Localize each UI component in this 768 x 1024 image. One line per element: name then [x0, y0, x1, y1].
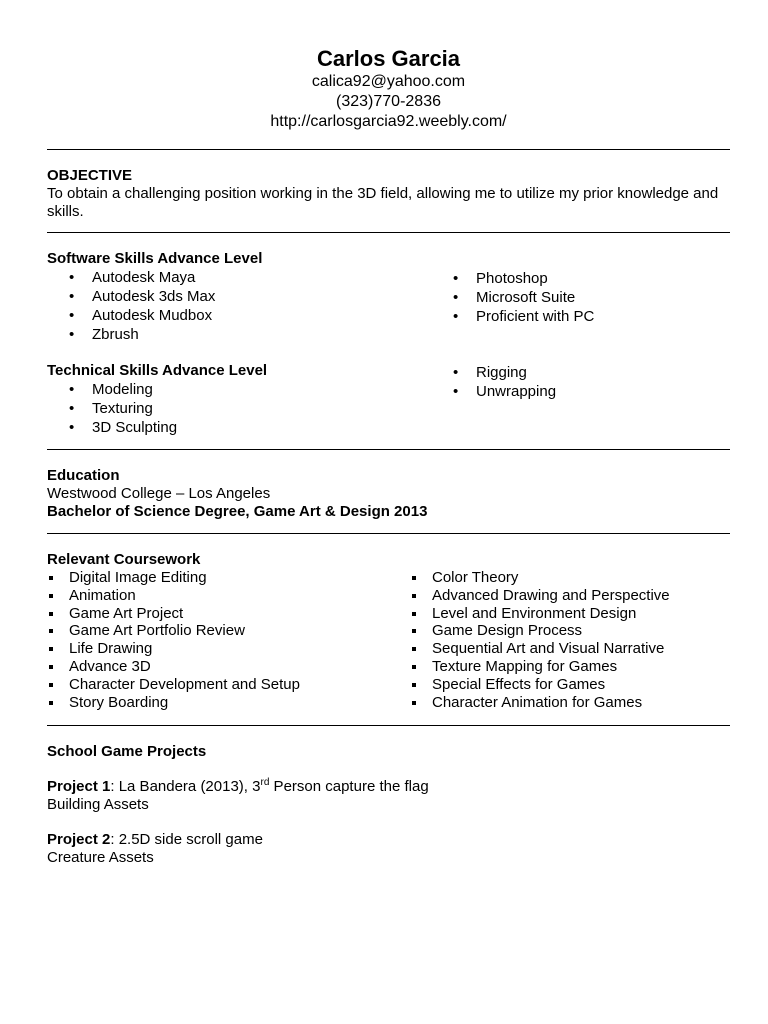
coursework-title: Relevant Coursework	[47, 551, 201, 568]
technical-skills-title: Technical Skills Advance Level	[47, 362, 268, 379]
list-item: • Unwrapping	[431, 382, 556, 401]
projects-section	[47, 726, 730, 867]
software-skills-list-right	[431, 269, 594, 326]
list-item: Advanced Drawing and Perspective	[410, 587, 670, 605]
software-skills-section	[47, 233, 730, 345]
list-item: Game Design Process	[410, 622, 670, 640]
project-line	[47, 778, 730, 796]
list-item: • Microsoft Suite	[431, 288, 594, 307]
list-item: Story Boarding	[47, 694, 300, 712]
list-item: Level and Environment Design	[410, 605, 670, 623]
objective-title: OBJECTIVE	[47, 167, 133, 184]
list-item: • Texturing	[47, 399, 267, 418]
project-line	[47, 831, 730, 849]
list-item: • Autodesk 3ds Max	[47, 287, 262, 306]
list-item: Game Art Project	[47, 605, 300, 623]
coursework-list-left	[47, 569, 300, 711]
technical-skills-list-left	[47, 380, 267, 437]
ordinal-suffix: rd	[260, 777, 270, 788]
project-description: : 2.5D side scroll game	[110, 831, 263, 848]
list-item: Life Drawing	[47, 640, 300, 658]
technical-skills-section	[47, 345, 730, 438]
software-skills-list-left	[47, 268, 262, 344]
list-item: Animation	[47, 587, 300, 605]
list-item: Texture Mapping for Games	[410, 658, 670, 676]
project-label: Project 2	[47, 831, 111, 848]
education-section	[47, 450, 730, 521]
software-skills-title: Software Skills Advance Level	[47, 250, 263, 267]
list-item: • Autodesk Maya	[47, 268, 262, 287]
list-item: Digital Image Editing	[47, 569, 300, 587]
list-item: • 3D Sculpting	[47, 418, 267, 437]
website: http://carlosgarcia92.weebly.com/	[270, 113, 507, 130]
list-item: Character Animation for Games	[410, 694, 670, 712]
education-degree: Bachelor of Science Degree, Game Art & Design 2013	[47, 503, 428, 520]
list-item: • Rigging	[431, 363, 556, 382]
resume-page	[47, 0, 730, 867]
candidate-name: Carlos Garcia	[316, 46, 461, 71]
technical-skills-list-right	[431, 363, 556, 401]
coursework-list-right	[410, 569, 670, 711]
list-item: Special Effects for Games	[410, 676, 670, 694]
list-item: Character Development and Setup	[47, 676, 300, 694]
list-item: • Zbrush	[47, 325, 262, 344]
resume-header	[47, 0, 730, 132]
list-item: • Proficient with PC	[431, 307, 594, 326]
education-title: Education	[47, 467, 120, 484]
list-item: • Autodesk Mudbox	[47, 306, 262, 325]
project-entry	[47, 831, 730, 867]
projects-title: School Game Projects	[47, 743, 207, 760]
list-item: • Modeling	[47, 380, 267, 399]
project-entry	[47, 778, 730, 814]
list-item: Advance 3D	[47, 658, 300, 676]
education-school: Westwood College – Los Angeles	[47, 485, 271, 502]
objective-section	[47, 150, 730, 221]
objective-text: To obtain a challenging position working in the 3D field, allowing me to utilize my prior knowledge and skills.	[47, 185, 719, 220]
project-label: Project 1	[47, 778, 111, 795]
coursework-section	[47, 534, 730, 712]
project-assets: Building Assets	[47, 796, 149, 813]
project-assets: Creature Assets	[47, 849, 154, 866]
project-description-rest: Person capture the flag	[269, 778, 429, 795]
project-description: : La Bandera (2013), 3	[110, 778, 261, 795]
list-item: Color Theory	[410, 569, 670, 587]
list-item: Game Art Portfolio Review	[47, 622, 300, 640]
email: calica92@yahoo.com	[311, 73, 466, 90]
list-item: • Photoshop	[431, 269, 594, 288]
phone: (323)770-2836	[336, 93, 441, 110]
list-item: Sequential Art and Visual Narrative	[410, 640, 670, 658]
